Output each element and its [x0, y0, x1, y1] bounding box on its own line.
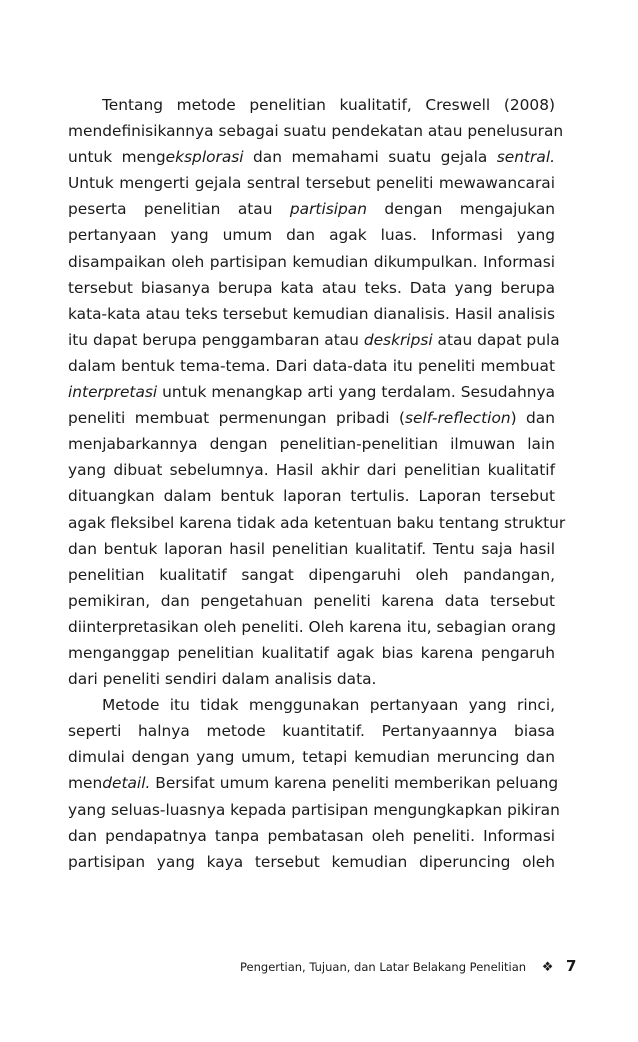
text-line — [68, 301, 555, 327]
body-text — [68, 92, 566, 875]
text-run: dan pendapatnya tanpa pembatasan oleh peneliti. Informasi — [68, 826, 555, 845]
text-line — [68, 744, 555, 770]
text-run: atau dapat pula — [432, 330, 560, 349]
text-run: yang seluas-luasnya kepada partisipan mengungkapkan pikiran — [68, 800, 560, 819]
text-run: men — [68, 774, 103, 793]
text-run: agak fleksibel karena tidak ada ketentuan baku tentang struktur — [68, 513, 566, 532]
italic-term: interpretasi — [68, 383, 158, 402]
text-run: peneliti membuat permenungan pribadi ( — [68, 409, 405, 428]
text-line — [68, 588, 555, 614]
text-line — [68, 483, 555, 509]
text-line — [68, 222, 555, 248]
text-run: ) dan — [510, 409, 555, 428]
page-footer — [240, 957, 577, 975]
text-run: untuk menangkap arti yang terdalam. Sesudahnya — [157, 383, 555, 402]
text-line — [68, 797, 560, 823]
text-run: pertanyaan yang umum dan agak luas. Informasi yang — [68, 226, 555, 245]
text-run: diinterpretasikan oleh peneliti. Oleh karena itu, sebagian orang — [68, 617, 557, 636]
page-number: 7 — [566, 957, 577, 975]
italic-term: sentral. — [496, 148, 555, 167]
text-run: Untuk mengerti gejala sentral tersebut peneliti mewawancarai — [68, 174, 555, 193]
text-line — [68, 510, 566, 536]
text-line — [68, 562, 555, 588]
text-run: partisipan yang kaya tersebut kemudian diperuncing oleh — [68, 852, 555, 871]
text-line — [68, 614, 555, 640]
text-line — [68, 823, 555, 849]
text-line — [68, 692, 555, 718]
text-run: itu dapat berupa penggambaran atau — [68, 330, 364, 349]
text-run: dan memahami suatu gejala — [243, 148, 497, 167]
text-run: dengan mengajukan — [366, 200, 556, 219]
italic-term: detail. — [102, 774, 151, 793]
text-run: dituangkan dalam bentuk laporan tertulis. Laporan tersebut — [68, 487, 555, 506]
text-run: peserta penelitian atau — [68, 200, 290, 219]
text-line — [68, 770, 559, 796]
running-title: Pengertian, Tujuan, dan Latar Belakang Penelitian — [240, 960, 527, 974]
text-line — [68, 431, 555, 457]
paragraph-1 — [68, 92, 566, 692]
text-run: disampaikan oleh partisipan kemudian dikumpulkan. Informasi — [68, 252, 555, 271]
italic-term: deskripsi — [363, 330, 433, 349]
text-run: Bersifat umum karena peneliti memberikan peluang — [150, 774, 559, 793]
italic-term: partisipan — [289, 200, 367, 219]
text-line — [68, 457, 555, 483]
text-line — [68, 353, 555, 379]
text-line — [68, 92, 555, 118]
text-run: tersebut biasanya berupa kata atau teks. Data yang berupa — [68, 278, 555, 297]
text-line — [68, 379, 555, 405]
text-run: untuk meng — [68, 148, 166, 167]
text-run: mendefinisikannya sebagai suatu pendekatan atau penelusuran — [68, 122, 564, 141]
text-line — [68, 170, 555, 196]
text-line — [68, 249, 555, 275]
text-line — [68, 666, 555, 692]
text-line — [68, 536, 555, 562]
paragraph-2 — [68, 692, 560, 875]
text-run: kata-kata atau teks tersebut kemudian dianalisis. Hasil analisis — [68, 304, 555, 323]
text-run: dalam bentuk tema-tema. Dari data-data itu peneliti membuat — [68, 356, 555, 375]
text-run: dari peneliti sendiri dalam analisis data. — [68, 670, 377, 689]
text-run: yang dibuat sebelumnya. Hasil akhir dari penelitian kualitatif — [68, 461, 555, 480]
text-line — [68, 118, 564, 144]
text-run: pemikiran, dan pengetahuan peneliti karena data tersebut — [68, 591, 555, 610]
text-run: dimulai dengan yang umum, tetapi kemudian meruncing dan — [68, 748, 555, 767]
text-line — [68, 327, 560, 353]
italic-term: self-reflection — [405, 409, 511, 428]
text-run: Metode itu tidak menggunakan pertanyaan yang rinci, — [102, 696, 555, 715]
text-line — [68, 718, 555, 744]
text-line — [68, 275, 555, 301]
text-line — [68, 640, 555, 666]
text-run: penelitian kualitatif sangat dipengaruhi oleh pandangan, — [68, 565, 555, 584]
text-line — [68, 144, 555, 170]
text-run: seperti halnya metode kuantitatif. Pertanyaannya biasa — [68, 722, 555, 741]
text-run: Tentang metode penelitian kualitatif, Creswell (2008) — [102, 96, 555, 114]
ornament-icon: ❖ — [541, 960, 554, 975]
text-run: menganggap penelitian kualitatif agak bias karena pengaruh — [68, 643, 555, 662]
text-line — [68, 196, 555, 222]
text-line — [68, 849, 555, 875]
italic-term: eksplorasi — [165, 148, 244, 167]
text-run: dan bentuk laporan hasil penelitian kualitatif. Tentu saja hasil — [68, 539, 555, 558]
text-line — [68, 405, 555, 431]
text-run: menjabarkannya dengan penelitian-penelitian ilmuwan lain — [68, 435, 555, 454]
